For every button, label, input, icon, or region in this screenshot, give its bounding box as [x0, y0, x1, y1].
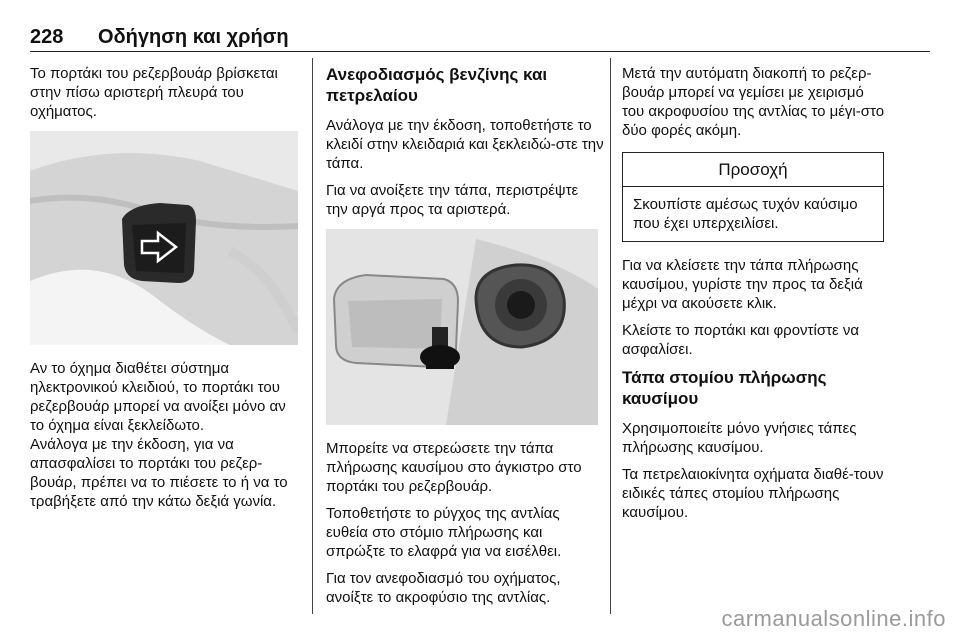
paragraph: Ανάλογα με την έκδοση, για να απασφαλίσει το πορτάκι του ρεζερ-βουάρ, πρέπει να το πιέσετε το ή να το τραβήξετε από την κάτω δεξιά γωνία. — [30, 436, 288, 510]
column-1 — [30, 64, 300, 519]
caution-box — [622, 152, 884, 242]
caution-title: Προσοχή — [623, 153, 883, 187]
paragraph: Χρησιμοποιείτε μόνο γνήσιες τάπες πλήρωσης καυσίμου. — [622, 420, 857, 456]
column-divider — [312, 58, 313, 614]
column-divider — [610, 58, 611, 614]
section-heading: Τάπα στομίου πλήρωσης καυσίμου — [622, 368, 827, 408]
paragraph: Τα πετρελαιοκίνητα οχήματα διαθέ-τουν ειδικές τάπες στομίου πλήρωσης καυσίμου. — [622, 466, 884, 521]
column-3 — [622, 64, 890, 530]
fuel-cap-illustration — [326, 229, 598, 425]
caution-text: Σκουπίστε αμέσως τυχόν καύσιμο που έχει υπερχειλίσει. — [633, 196, 858, 232]
paragraph: Για τον ανεφοδιασμό του οχήματος, ανοίξτε το ακροφύσιο της αντλίας. — [326, 570, 561, 606]
column-2 — [326, 64, 604, 615]
paragraph: Κλείστε το πορτάκι και φροντίστε να ασφαλίσει. — [622, 322, 860, 358]
paragraph: Για να ανοίξετε την τάπα, περιστρέψτε την αργά προς τα αριστερά. — [326, 182, 579, 218]
page-title: Οδήγηση και χρήση — [98, 26, 289, 48]
section-heading: Ανεφοδιασμός βενζίνης και πετρελαίου — [326, 65, 548, 105]
fuel-door-drawing — [30, 131, 298, 345]
paragraph: Το πορτάκι του ρεζερβουάρ βρίσκεται στην πίσω αριστερή πλευρά του οχήματος. — [30, 65, 278, 120]
paragraph: Για να κλείσετε την τάπα πλήρωσης καυσίμου, γυρίστε την προς τα δεξιά μέχρι να ακούσετε κλικ. — [622, 257, 863, 312]
header-rule — [30, 51, 930, 52]
paragraph: Ανάλογα με την έκδοση, τοποθετήστε το κλειδί στην κλειδαριά και ξεκλειδώ-στε την τάπα. — [326, 117, 604, 172]
fuel-door-illustration — [30, 131, 298, 345]
paragraph: Αν το όχημα διαθέτει σύστημα ηλεκτρονικού κλειδιού, το πορτάκι του ρεζερβουάρ μπορεί να ανοίξει μόνο αν το όχημα είναι ξεκλείδωτο. — [30, 360, 286, 434]
fuel-cap-drawing — [326, 229, 598, 425]
paragraph: Μπορείτε να στερεώσετε την τάπα πλήρωσης καυσίμου στο άγκιστρο στο πορτάκι του ρεζερβουάρ. — [326, 440, 582, 495]
paragraph: Τοποθετήστε το ρύγχος της αντλίας ευθεία στο στόμιο πλήρωσης και σπρώξτε το ελαφρά για να εισέλθει. — [326, 505, 562, 560]
page-number: 228 — [30, 26, 64, 48]
paragraph: Μετά την αυτόματη διακοπή το ρεζερ-βουάρ μπορεί να γεμίσει με χειρισμό του ακροφυσίου της αντλίας το μέγι-στο δύο φορές ακόμη. — [622, 65, 885, 139]
watermark: carmanualsonline.info — [721, 606, 946, 631]
